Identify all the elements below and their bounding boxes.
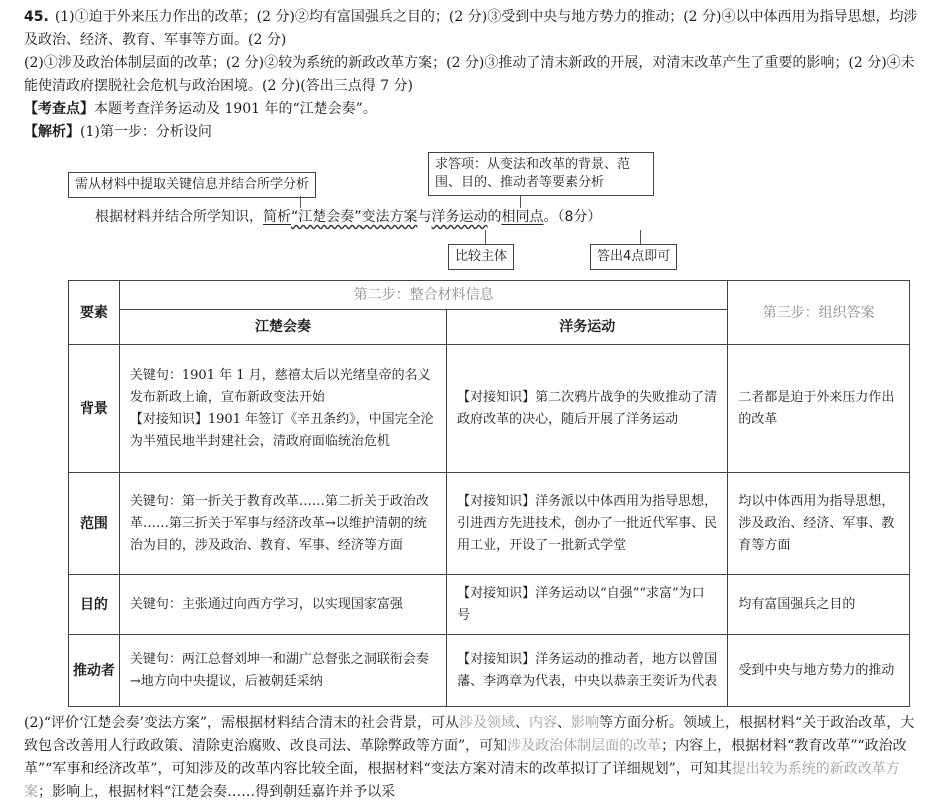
- question-text: [95, 206, 601, 226]
- callout-extract-info: 需从材料中提取关键信息并结合所学分析: [68, 172, 316, 198]
- kaochadian-text: 本题考查洋务运动及 1901 年的“江楚会奏”。: [94, 101, 377, 117]
- header-step2: 第二步：整合材料信息: [119, 281, 727, 310]
- cell-yangwu: 【对接知识】洋务运动的推动者，地方以曾国藩、李鸿章为代表，中央以恭亲王奕䜣为代表: [447, 635, 728, 707]
- jiexi-tag: 【解析】: [24, 124, 80, 140]
- question-part: 。（8分）: [543, 209, 602, 225]
- analysis-part2: [24, 712, 924, 804]
- footer-text: ；影响上，根据材料“江楚会奏……得到朝廷嘉许并予以采: [38, 784, 396, 800]
- cell-answer: 均以中体西用为指导思想，涉及政治、经济、军事、教育等方面: [728, 473, 910, 575]
- footer-text: 、: [515, 715, 530, 731]
- footer-text: 、: [557, 715, 572, 731]
- answer-part1: [24, 6, 924, 52]
- footer-highlight: 提出较为系统的新政改革方案: [24, 761, 900, 800]
- cell-yangwu: 【对接知识】第二次鸦片战争的失败推动了清政府改革的决心，随后开展了洋务运动: [447, 345, 728, 473]
- answer-part1-text: (1)①迫于外来压力作出的改革；(2 分)②均有富国强兵之目的；(2 分)③受到中央与地方势力的推动；(2 分)④以中体西用为指导思想，均涉及政治、经济、教育、军事等方面。(2 分): [24, 9, 918, 48]
- answer-part2: (2)①涉及政治体制层面的改革；(2 分)②较为系统的新政改革方案；(2 分)③推动了清末新政的开展，对清末改革产生了重要的影响；(2 分)④未能使清政府摆脱社会危机与政治困境。(2 分)(答出三点得 7 分): [24, 55, 915, 94]
- row-factor: 范围: [69, 473, 120, 575]
- callout-answer-count: 答出4点即可: [590, 244, 677, 270]
- cell-answer: 受到中央与地方势力的推动: [728, 635, 910, 707]
- footer-text: (2)“评价‘江楚会奏’变法方案”，需根据材料结合清末的社会背景，可从: [24, 715, 460, 731]
- cell-yangwu: 【对接知识】洋务派以中体西用为指导思想，引进西方先进技术，创办了一批近代军事、民用工业，开设了一批新式学堂: [447, 473, 728, 575]
- footer-highlight: 内容: [529, 715, 558, 731]
- cell-jiangchu: 关键句：主张通过向西方学习，以实现国家富强: [119, 575, 446, 635]
- header-jiangchu: 江楚会奏: [119, 310, 446, 345]
- jiexi-line: [24, 121, 924, 144]
- table-row: [69, 575, 910, 635]
- header-step3: 第三步：组织答案: [728, 281, 910, 345]
- analysis-table: [68, 280, 910, 707]
- connector-line: [640, 230, 641, 244]
- connector-line: [485, 230, 486, 244]
- footer-highlight: 涉及领域: [459, 715, 516, 731]
- cell-yangwu: 【对接知识】洋务运动以“自强”“求富”为口号: [447, 575, 728, 635]
- footer-text: ；内容上，根据材料“教育改革”“政治改革”“军事和经济改革”，可知涉及的改革内容比较全面，根据材料“变法方案对清末的改革拟订了详细规划”，可知其: [24, 738, 907, 777]
- question-number: 45.: [24, 9, 49, 25]
- table-row: [69, 473, 910, 575]
- question-part: 与: [417, 209, 432, 225]
- question-keyword: 简析: [263, 209, 291, 225]
- row-factor: 背景: [69, 345, 120, 473]
- header-yangwu: 洋务运动: [447, 310, 728, 345]
- footer-highlight: 影响: [571, 715, 600, 731]
- row-factor: 推动者: [69, 635, 120, 707]
- row-factor: 目的: [69, 575, 120, 635]
- table-row: [69, 635, 910, 707]
- callout-answer-items: 求答项：从变法和改革的背景、范围、目的、推动者等要素分析: [428, 152, 654, 196]
- jiexi-text: (1)第一步：分析设问: [80, 124, 212, 140]
- cell-jiangchu: 关键句：第一折关于教育改革……第二折关于政治改革……第三折关于军事与经济改革→以维护清朝的统治为目的，涉及政治、教育、军事、经济等方面: [119, 473, 446, 575]
- footer-text: 等方面分析。领域上，根据材料“关于政治改革，大致包含改善用人行政政策、清除吏治腐败、改良司法、革除弊政等方面”，可知: [24, 715, 915, 754]
- cell-answer: 二者都是迫于外来压力作出的改革: [728, 345, 910, 473]
- cell-answer: 均有富国强兵之目的: [728, 575, 910, 635]
- question-part: 根据材料并结合所学知识，: [95, 209, 263, 225]
- header-factor: 要素: [69, 281, 120, 345]
- callout-compare-subject: 比较主体: [448, 244, 514, 270]
- kaochadian-line: [24, 98, 924, 121]
- cell-jiangchu: 关键句：1901 年 1 月，慈禧太后以光绪皇帝的名义发布新政上谕，宣布新政变法开始 【对接知识】1901 年签订《辛丑条约》，中国完全沦为半殖民地半封建社会，清政府面临统治危机: [119, 345, 446, 473]
- cell-jiangchu: 关键句：两江总督刘坤一和湖广总督张之洞联衔会奏→地方向中央提议，后被朝廷采纳: [119, 635, 446, 707]
- question-keyword: 相同点: [501, 209, 544, 225]
- question-part: 的: [487, 209, 502, 225]
- footer-highlight: 涉及政治体制层面的改革: [507, 738, 662, 754]
- question-keyword: 洋务运动: [431, 209, 488, 225]
- table-row: [69, 345, 910, 473]
- question-keyword: “江楚会奏”: [291, 209, 362, 225]
- question-keyword: 变法方案: [361, 209, 418, 225]
- kaochadian-tag: 【考查点】: [24, 101, 94, 117]
